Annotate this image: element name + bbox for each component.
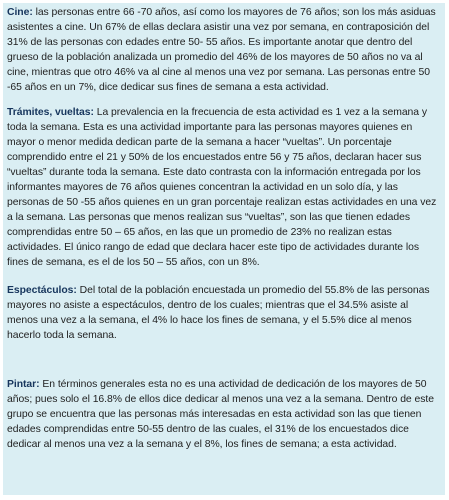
- paragraph-text: Del total de la población encuestada un promedio del 55.8% de las personas mayores no asiste a espectáculos, dentro de los cuales; mientras que el 34.5% asiste al menos una vez a la semana, el 4% lo hace los fines de semana, y el 5.5% dice al menos hacerlo toda la semana.: [7, 285, 430, 341]
- paragraph-label: Cine:: [7, 7, 33, 18]
- paragraph-text: las personas entre 66 -70 años, así como los mayores de 76 años; son los más asiduas asistentes a cine. Un 67% de ellas declara asistir una vez por semana, en contraposición del 31% de las personas con edades entre 50- 55 años. Es importante anotar que dentro del grueso de la población analizada un promedio del 46% de los mayores de 50 años no va al cine, mientras que otro 46% va al cine al menos una vez por semana. Las personas entre 50 -65 años en un 7%, dice dedicar sus fines de semana a esta actividad.: [7, 7, 436, 93]
- paragraph-label: Espectáculos:: [7, 285, 77, 296]
- paragraph-gap: [7, 270, 441, 283]
- paragraph-gap: [7, 95, 441, 105]
- paragraph-text: En términos generales esta no es una actividad de dedicación de los mayores de 50 años; pues solo el 16.8% de ellos dice dedicar al menos una vez a la semana. Dentro de este grupo se encuentra que las personas más interesadas en esta actividad son las que tienen edades comprendidas entre 50-55 dentro de las cuales, el 31% de los encuestados dice dedicar al menos una vez a la semana y el 8%, los fines de semana; a esta actividad.: [7, 379, 434, 450]
- document-page: [3, 3, 445, 495]
- paragraph-tramites: [7, 105, 441, 270]
- paragraph-text: La prevalencia en la frecuencia de esta actividad es 1 vez a la semana y toda la semana. Esta es una actividad importante para las personas mayores quienes en mayor o menor medida dedican parte de la semana a hacer “vueltas”. Un porcentaje comprendido entre el 21 y 50% de los encuestados entre 56 y 75 años, declaran hacer sus “vueltas” durante toda la semana. Este dato contrasta con la información entregada por los informantes mayores de 76 años quienes concentran la actividad en un solo día, y las personas de 50 -55 años quienes en un gran porcentaje realizan estas actividades en una vez a la semana. Las personas que menos realizan sus “vueltas”, son las que tienen edades comprendidas entre 50 – 65 años, en las que un promedio de 23% no realizan estas actividades. El único rango de edad que declara hacer este tipo de actividades durante los fines de semana, es el de los 50 – 55 años, con un 8%.: [7, 107, 437, 268]
- paragraph-pintar: [7, 377, 441, 452]
- paragraph-label: Pintar:: [7, 379, 40, 390]
- paragraph-cine: [7, 5, 441, 95]
- paragraph-espectaculos: [7, 283, 441, 343]
- paragraph-label: Trámites, vueltas:: [7, 107, 94, 118]
- paragraph-gap: [7, 343, 441, 377]
